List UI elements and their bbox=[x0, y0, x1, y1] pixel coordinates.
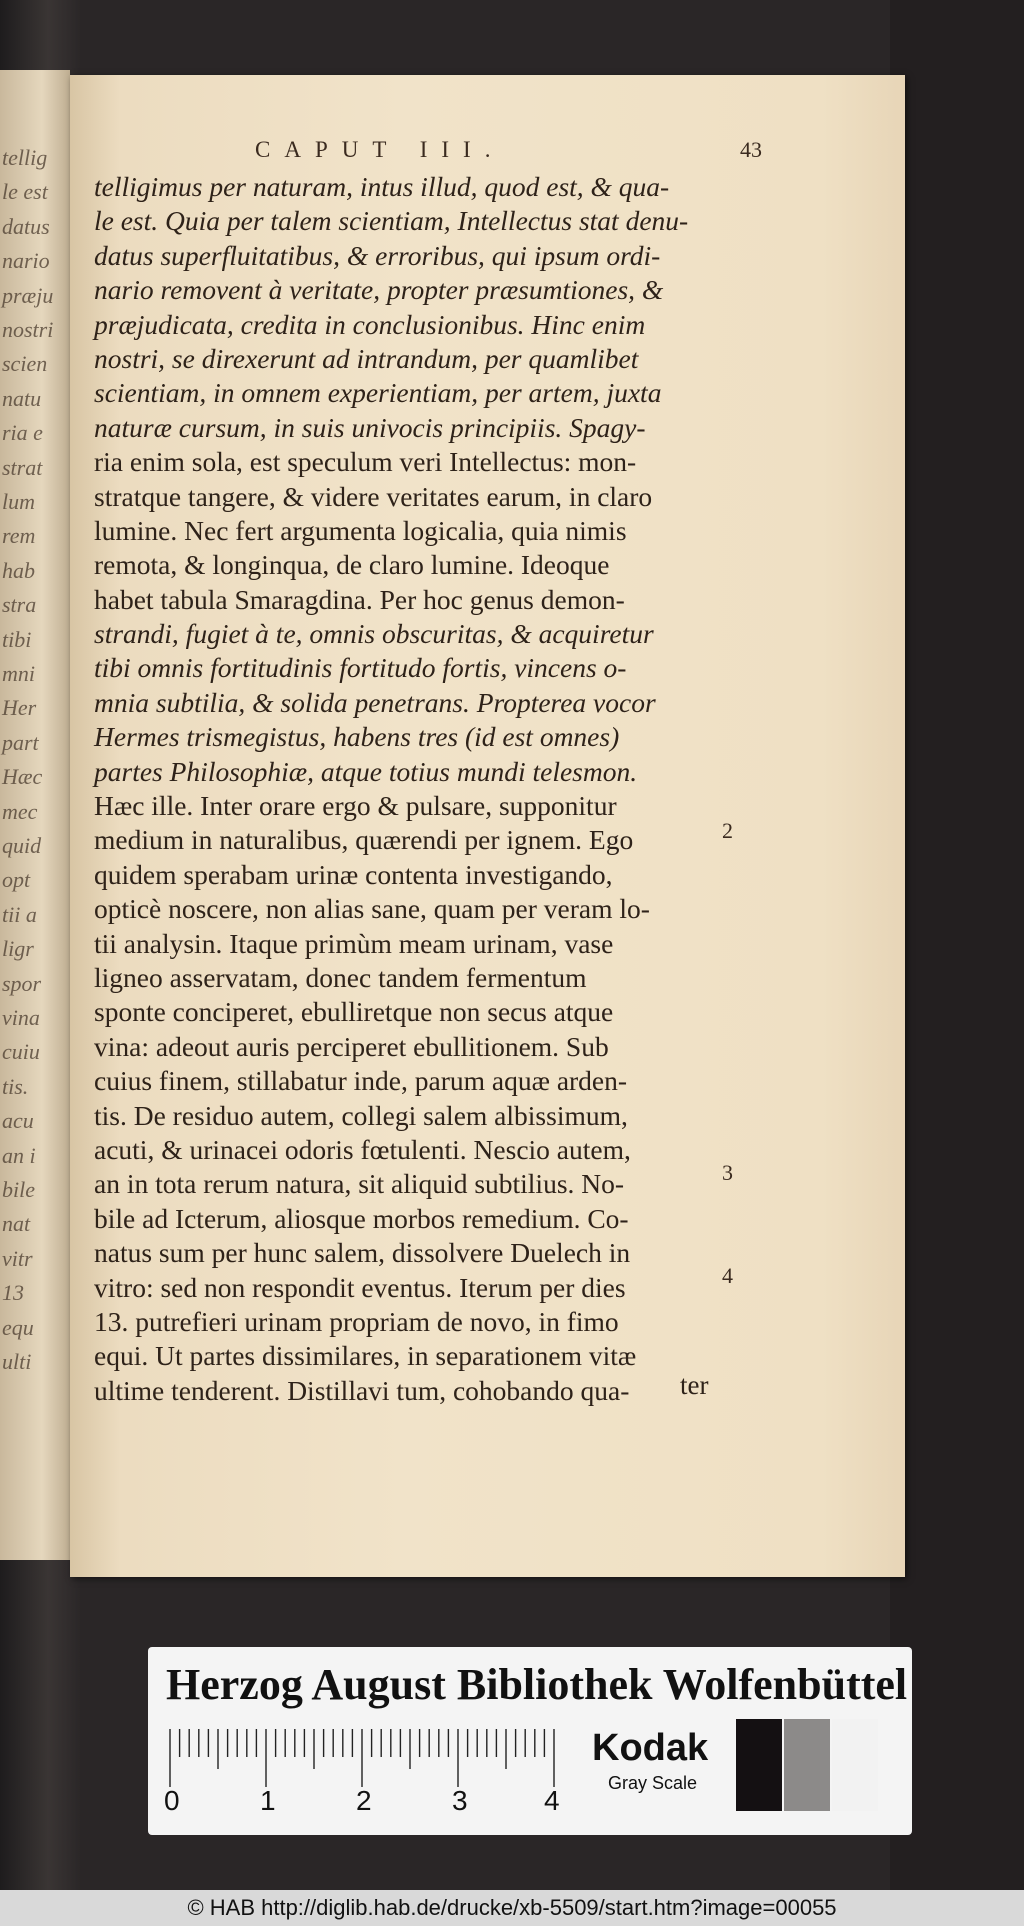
text-line: mnia subtilia, & solida penetrans. Propterea vocor bbox=[94, 686, 656, 718]
body-text bbox=[94, 170, 724, 1408]
facing-text-fragment: 13 bbox=[2, 1280, 24, 1306]
facing-text-fragment: tibi bbox=[2, 626, 32, 652]
margin-number: 3 bbox=[722, 1160, 733, 1185]
running-header bbox=[255, 137, 775, 167]
text-line: le est. Quia per talem scientiam, Intellectus stat denu- bbox=[94, 205, 689, 237]
facing-text-fragment: acu bbox=[2, 1108, 34, 1134]
facing-text-fragment: nario bbox=[2, 248, 50, 274]
text-line: tis. De residuo autem, collegi salem albissimum, bbox=[94, 1099, 628, 1131]
gray-swatch-mid bbox=[784, 1719, 830, 1811]
text-line: telligimus per naturam, intus illud, quod est, & qua- bbox=[94, 171, 670, 202]
facing-text-fragment: nostri bbox=[2, 317, 54, 342]
facing-text-fragment: Her bbox=[2, 695, 37, 721]
book-page bbox=[70, 75, 905, 1577]
text-line: lumine. Nec fert argumenta logicalia, quia nimis bbox=[94, 514, 627, 546]
facing-text-fragment: natu bbox=[2, 385, 42, 411]
facing-text-fragment: bile bbox=[2, 1177, 35, 1202]
facing-text-fragment: le est bbox=[2, 179, 48, 205]
text-line: nostri, se direxerunt ad intrandum, per quamlibet bbox=[94, 342, 639, 374]
facing-text-fragment: part bbox=[2, 729, 39, 755]
facing-text-fragment: ligr bbox=[2, 936, 34, 962]
text-line: naturæ cursum, in suis univocis principiis. Spagy- bbox=[94, 411, 646, 443]
text-line: opticè noscere, non alias sane, quam per veram lo- bbox=[94, 893, 650, 925]
text-line: remota, & longinqua, de claro lumine. Ideoque bbox=[94, 549, 610, 581]
text-line: partes Philosophiæ, atque totius mundi telesmon. bbox=[94, 755, 638, 787]
facing-text-fragment: tii a bbox=[2, 901, 37, 927]
header-title: CAPUT III. bbox=[255, 137, 505, 162]
facing-text-fragment: quid bbox=[2, 833, 42, 858]
facing-text-fragment: tellig bbox=[2, 145, 48, 170]
text-line: strandi, fugiet à te, omnis obscuritas, & acquiretur bbox=[94, 618, 654, 650]
text-line: sponte conciperet, ebulliretque non secus atque bbox=[94, 996, 614, 1028]
text-line: equi. Ut partes dissimilares, in separationem vitæ bbox=[94, 1340, 637, 1372]
facing-text-fragment: ria e bbox=[2, 420, 43, 446]
margin-number: 4 bbox=[722, 1263, 733, 1288]
facing-text-fragment: scien bbox=[2, 351, 48, 377]
facing-text-fragment: equ bbox=[2, 1314, 34, 1340]
facing-text-fragment: lum bbox=[2, 489, 35, 514]
ruler-label: 3 bbox=[452, 1785, 468, 1816]
text-line: quidem sperabam urinæ contenta investigando, bbox=[94, 858, 613, 890]
text-line: præjudicata, credita in conclusionibus. Hinc enim bbox=[94, 308, 646, 340]
ruler-label: 2 bbox=[356, 1785, 372, 1816]
text-line: datus superfluitatibus, & erroribus, qui ipsum ordi- bbox=[94, 239, 661, 271]
text-line: tii analysin. Itaque primùm meam urinam, vase bbox=[94, 927, 614, 959]
gray-swatch-light bbox=[832, 1719, 878, 1811]
facing-text-fragment: rem bbox=[2, 523, 36, 549]
ruler-label: 1 bbox=[260, 1785, 276, 1816]
text-line: stratque tangere, & videre veritates earum, in claro bbox=[94, 480, 653, 512]
ruler bbox=[168, 1727, 588, 1787]
text-line: medium in naturalibus, quærendi per ignem. Ego bbox=[94, 824, 634, 856]
text-line: scientiam, in omnem experientiam, per artem, juxta bbox=[94, 377, 662, 409]
facing-text-fragment: datus bbox=[2, 213, 50, 239]
text-line: Hæc ille. Inter orare ergo & pulsare, supponitur bbox=[94, 790, 617, 822]
ruler-label: 0 bbox=[164, 1785, 180, 1816]
facing-text-fragment: cuiu bbox=[2, 1039, 40, 1065]
facing-text-fragment: hab bbox=[2, 557, 35, 583]
facing-text-fragment: Hæc bbox=[2, 764, 43, 790]
text-line: ultime tenderent. Distillavi tum, cohobando qua- bbox=[94, 1374, 630, 1406]
text-line: ligneo asservatam, donec tandem fermentum bbox=[94, 961, 587, 993]
facing-text-fragment: stra bbox=[2, 592, 37, 618]
text-line: vitro: sed non respondit eventus. Iterum per dies bbox=[94, 1271, 626, 1303]
text-line: natus sum per hunc salem, dissolvere Duelech in bbox=[94, 1237, 631, 1269]
facing-text-fragment: mec bbox=[2, 798, 38, 824]
text-line: 13. putrefieri urinam propriam de novo, in fimo bbox=[94, 1305, 619, 1337]
library-name: Herzog August Bibliothek Wolfenbüttel bbox=[166, 1660, 908, 1709]
facing-text-fragment: spor bbox=[2, 970, 42, 996]
text-line: nario removent à veritate, propter præsumtiones, & bbox=[94, 274, 664, 306]
text-line: cuius finem, stillabatur inde, parum aquæ arden- bbox=[94, 1065, 628, 1097]
text-line: bile ad Icterum, aliosque morbos remedium. Co- bbox=[94, 1202, 629, 1234]
facing-text-fragment: tis. bbox=[2, 1073, 29, 1099]
copyright-footer: © HAB http://diglib.hab.de/drucke/xb-5509/start.htm?image=00055 bbox=[0, 1890, 1024, 1926]
text-line: vina: adeout auris perciperet ebullitionem. Sub bbox=[94, 1030, 609, 1062]
color-target-card bbox=[148, 1647, 912, 1835]
ruler-label: 4 bbox=[544, 1785, 560, 1816]
catchword: ter bbox=[680, 1370, 709, 1400]
facing-page-edge bbox=[0, 70, 70, 1560]
facing-text-fragment: strat bbox=[2, 454, 43, 480]
gray-swatch-dark bbox=[736, 1719, 782, 1811]
gray-scale-label: Gray Scale bbox=[608, 1773, 698, 1793]
kodak-logo: Kodak bbox=[592, 1727, 709, 1769]
facing-text-fragment: an i bbox=[2, 1142, 36, 1168]
facing-text-fragment: nat bbox=[2, 1211, 31, 1237]
text-line: habet tabula Smaragdina. Per hoc genus demon- bbox=[94, 583, 625, 615]
scan-background-right bbox=[890, 0, 1024, 1890]
text-line: an in tota rerum natura, sit aliquid subtilius. No- bbox=[94, 1168, 625, 1200]
margin-number: 2 bbox=[722, 818, 733, 843]
text-line: Hermes trismegistus, habens tres (id est omnes) bbox=[94, 721, 620, 753]
facing-text-fragment: vitr bbox=[2, 1245, 33, 1271]
text-line: tibi omnis fortitudinis fortitudo fortis, vincens o- bbox=[94, 652, 627, 684]
page-number: 43 bbox=[740, 137, 762, 162]
facing-text-fragment: vina bbox=[2, 1005, 40, 1030]
facing-text-fragment: opt bbox=[2, 867, 31, 893]
facing-text-fragment: præju bbox=[2, 282, 54, 308]
facing-text-fragment: ulti bbox=[2, 1349, 32, 1374]
text-line: ria enim sola, est speculum veri Intellectus: mon- bbox=[94, 446, 637, 478]
facing-text-fragment: mni bbox=[2, 661, 35, 686]
text-line: acuti, & urinacei odoris fœtulenti. Nescio autem, bbox=[94, 1133, 631, 1165]
